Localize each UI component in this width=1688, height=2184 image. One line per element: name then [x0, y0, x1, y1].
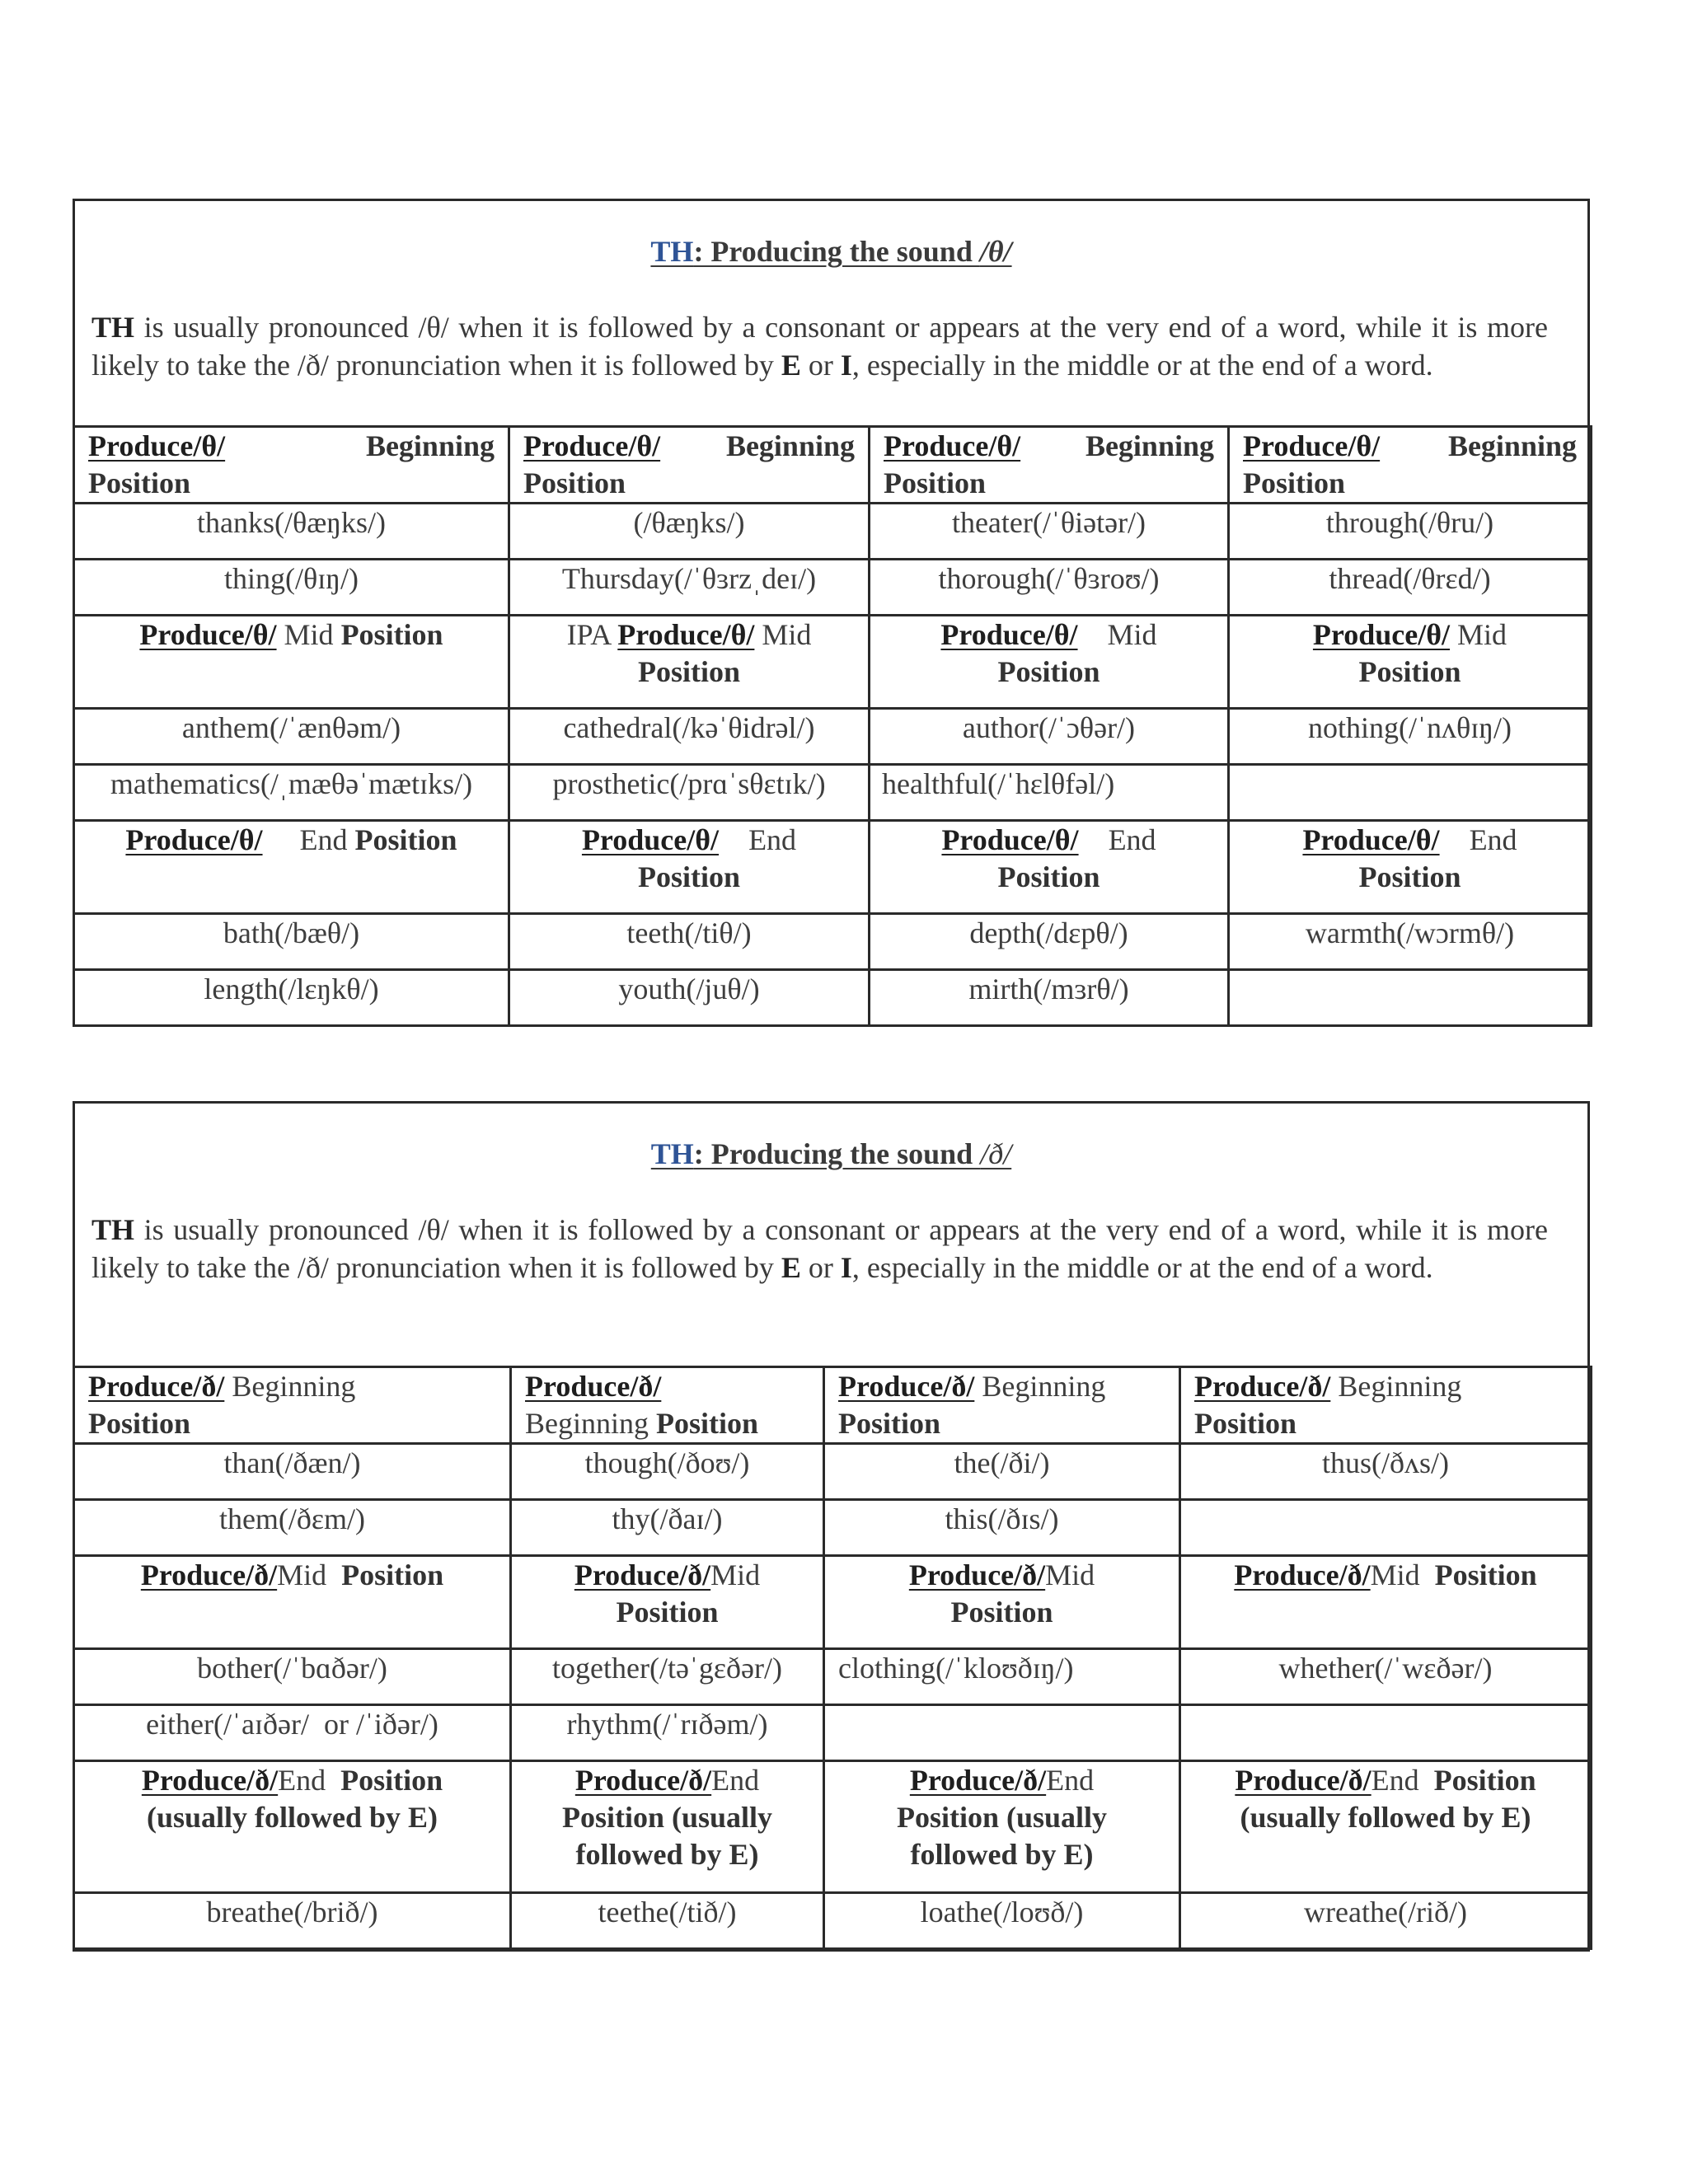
- table-row: [74, 1705, 1592, 1761]
- word-cell: wreathe(/rið/): [1180, 1893, 1592, 1949]
- header-cell: Produce/ð/ Beginning Position: [1180, 1367, 1592, 1444]
- header-cell: Produce/ð/Mid Position: [1180, 1556, 1592, 1649]
- table-row: [74, 1649, 1592, 1705]
- word-cell: through(/θru/): [1229, 504, 1592, 560]
- word-cell: thy(/ðaɪ/): [511, 1500, 824, 1556]
- title-text: : Producing the sound: [693, 1137, 981, 1170]
- header-cell: Produce/ð/Mid Position: [74, 1556, 511, 1649]
- header-cell: Produce/ð/End Position (usually followed by E): [824, 1761, 1180, 1893]
- header-cell: Produce/ð/End Position (usually followed by E): [511, 1761, 824, 1893]
- header-cell: Produce/ð/Mid Position: [511, 1556, 824, 1649]
- header-cell: Produce/θ/ Mid Position: [74, 616, 509, 709]
- header-cell: Produce/ð/ Beginning Position: [824, 1367, 1180, 1444]
- title-th: TH: [650, 1137, 694, 1170]
- word-cell: nothing(/ˈnʌθɪŋ/): [1229, 709, 1592, 765]
- theta-word-grid: [73, 425, 1592, 1027]
- word-cell: teethe(/tið/): [511, 1893, 824, 1949]
- eth-table: [73, 1101, 1590, 1952]
- word-cell: length(/lɛŋkθ/): [74, 970, 509, 1026]
- header-cell: Produce/θ/ Beginning Position: [1229, 427, 1592, 504]
- header-row-end: [74, 821, 1592, 914]
- word-cell: mathematics(/ˌmæθəˈmætɪks/): [74, 765, 509, 821]
- word-cell: clothing(/ˈkloʊðɪŋ/): [824, 1649, 1180, 1705]
- header-cell: Produce/θ/ Beginning Position: [870, 427, 1229, 504]
- header-cell: Produce/θ/ Mid Position: [870, 616, 1229, 709]
- table-row: [74, 560, 1592, 616]
- table-row: [74, 1893, 1592, 1949]
- intro-paragraph: TH is usually pronounced /θ/ when it is followed by a consonant or appears at the very end of a word, while it is more likely to take the /ð/ pronunciation when it is followed by E or I, especially in the middle or at the end of a word.: [91, 311, 1548, 382]
- header-row-mid: [74, 1556, 1592, 1649]
- word-cell: thus(/ðʌs/): [1180, 1444, 1592, 1500]
- word-cell: [1229, 765, 1592, 821]
- word-cell: than(/ðæn/): [74, 1444, 511, 1500]
- word-cell: healthful(/ˈhɛlθfəl/): [870, 765, 1229, 821]
- word-cell: though(/ðoʊ/): [511, 1444, 824, 1500]
- intro-paragraph: TH is usually pronounced /θ/ when it is followed by a consonant or appears at the very end of a word, while it is more likely to take the /ð/ pronunciation when it is followed by E or I, especially in the middle or at the end of a word.: [91, 1213, 1548, 1284]
- word-cell: whether(/ˈwɛðər/): [1180, 1649, 1592, 1705]
- word-cell: Thursday(/ˈθɜrzˌdeɪ/): [509, 560, 870, 616]
- word-cell: author(/ˈɔθər/): [870, 709, 1229, 765]
- word-cell: (/θæŋks/): [509, 504, 870, 560]
- header-row-mid: [74, 616, 1592, 709]
- word-cell: together(/təˈgɛðər/): [511, 1649, 824, 1705]
- word-cell: either(/ˈaɪðər/ or /ˈiðər/): [74, 1705, 511, 1761]
- word-cell: cathedral(/kəˈθidrəl/): [509, 709, 870, 765]
- header-cell: Produce/θ/ Mid Position: [1229, 616, 1592, 709]
- title-symbol: /θ/: [979, 235, 1012, 268]
- word-cell: loathe(/loʊð/): [824, 1893, 1180, 1949]
- header-row-beginning: [74, 427, 1592, 504]
- header-row-beginning: [74, 1367, 1592, 1444]
- table-row: [74, 709, 1592, 765]
- word-cell: [1180, 1705, 1592, 1761]
- section-title: [75, 1137, 1587, 1171]
- header-cell: Produce/θ/ End Position: [509, 821, 870, 914]
- word-cell: bath(/bæθ/): [74, 914, 509, 970]
- header-row-end: [74, 1761, 1592, 1893]
- word-cell: rhythm(/ˈrɪðəm/): [511, 1705, 824, 1761]
- word-cell: teeth(/tiθ/): [509, 914, 870, 970]
- word-cell: this(/ðɪs/): [824, 1500, 1180, 1556]
- word-cell: mirth(/mɜrθ/): [870, 970, 1229, 1026]
- word-cell: breathe(/brið/): [74, 1893, 511, 1949]
- eth-word-grid: [73, 1366, 1592, 1950]
- word-cell: bother(/ˈbɑðər/): [74, 1649, 511, 1705]
- title-symbol: /ð/: [980, 1137, 1012, 1170]
- word-cell: [1180, 1500, 1592, 1556]
- header-cell: Produce/ð/ Beginning Position: [74, 1367, 511, 1444]
- word-cell: warmth(/wɔrmθ/): [1229, 914, 1592, 970]
- word-cell: [824, 1705, 1180, 1761]
- word-cell: depth(/dɛpθ/): [870, 914, 1229, 970]
- header-cell: Produce/θ/ End Position: [870, 821, 1229, 914]
- table-row: [74, 504, 1592, 560]
- header-cell: Produce/ð/End Position (usually followed by E): [1180, 1761, 1592, 1893]
- word-cell: theater(/ˈθiətər/): [870, 504, 1229, 560]
- word-cell: [1229, 970, 1592, 1026]
- section-title: [75, 234, 1587, 269]
- title-text: : Producing the sound: [693, 235, 980, 268]
- header-cell: IPA Produce/θ/ Mid Position: [509, 616, 870, 709]
- title-th: TH: [650, 235, 694, 268]
- word-cell: youth(/juθ/): [509, 970, 870, 1026]
- word-cell: anthem(/ˈænθəm/): [74, 709, 509, 765]
- header-cell: Produce/ð/ Beginning Position: [511, 1367, 824, 1444]
- table-row: [74, 1500, 1592, 1556]
- header-cell: Produce/θ/ End Position: [1229, 821, 1592, 914]
- word-cell: the(/ði/): [824, 1444, 1180, 1500]
- header-cell: Produce/θ/ End Position: [74, 821, 509, 914]
- table-row: [74, 1444, 1592, 1500]
- theta-table: [73, 199, 1590, 1027]
- table-row: [74, 765, 1592, 821]
- header-cell: Produce/θ/ Beginning Position: [74, 427, 509, 504]
- word-cell: thing(/θɪŋ/): [74, 560, 509, 616]
- word-cell: prosthetic(/prɑˈsθɛtɪk/): [509, 765, 870, 821]
- word-cell: thanks(/θæŋks/): [74, 504, 509, 560]
- header-cell: Produce/ð/End Position (usually followed by E): [74, 1761, 511, 1893]
- table-row: [74, 970, 1592, 1026]
- header-cell: Produce/θ/ Beginning Position: [509, 427, 870, 504]
- header-cell: Produce/ð/Mid Position: [824, 1556, 1180, 1649]
- word-cell: them(/ðɛm/): [74, 1500, 511, 1556]
- word-cell: thread(/θrɛd/): [1229, 560, 1592, 616]
- table-row: [74, 914, 1592, 970]
- word-cell: thorough(/ˈθɜroʊ/): [870, 560, 1229, 616]
